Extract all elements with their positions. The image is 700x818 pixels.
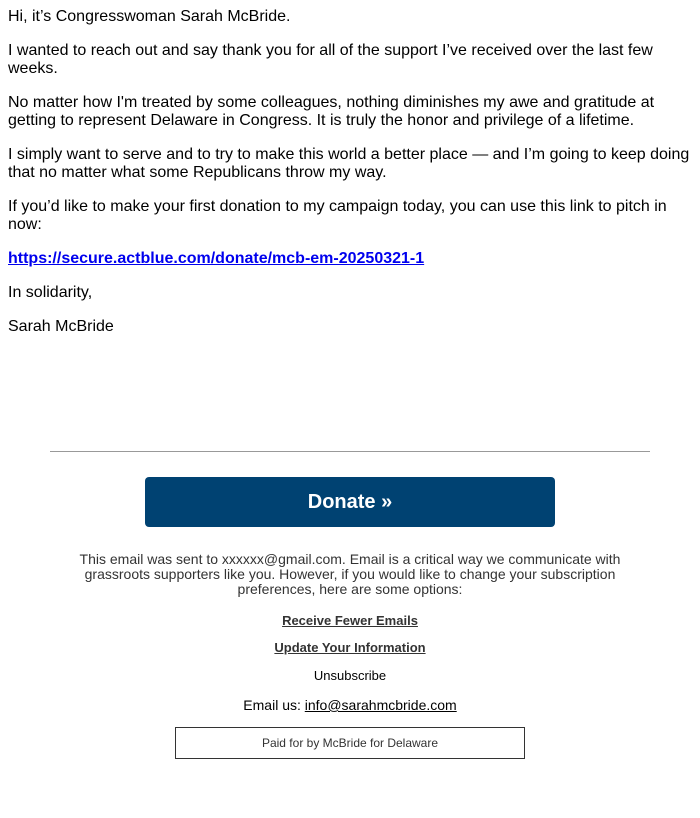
donate-button[interactable]: Donate » — [145, 477, 555, 527]
receive-fewer-emails-link[interactable]: Receive Fewer Emails — [282, 613, 418, 628]
signature: Sarah McBride — [8, 318, 114, 335]
contact-email-link[interactable]: info@sarahmcbride.com — [304, 697, 457, 713]
footer-disclaimer: This email was sent to xxxxxx@gmail.com. Email is a critical way we communicate with grassroots supporters like you. However, if you would like to change your subscription preferences, here are some options: — [79, 551, 621, 597]
email-us-line — [100, 697, 600, 713]
paragraph-serve: I simply want to serve and to try to make this world a better place — and I’m going to keep doing that no matter what some Republicans throw my way. — [8, 146, 690, 181]
greeting: Hi, it’s Congresswoman Sarah McBride. — [8, 8, 291, 25]
donate-link[interactable]: https://secure.actblue.com/donate/mcb-em-20250321-1 — [8, 250, 425, 267]
unsubscribe-link[interactable]: Unsubscribe — [313, 668, 387, 683]
divider — [50, 451, 650, 452]
paragraph-donate-ask: If you’d like to make your first donation to my campaign today, you can use this link to pitch in now: — [8, 198, 667, 233]
donate-link-paragraph — [8, 250, 692, 268]
paragraph-thanks: I wanted to reach out and say thank you for all of the support I’ve received over the last few weeks. — [8, 42, 653, 77]
paid-for-disclaimer: Paid for by McBride for Delaware — [175, 727, 525, 759]
closing: In solidarity, — [8, 284, 93, 301]
paragraph-gratitude: No matter how I'm treated by some colleagues, nothing diminishes my awe and gratitude at getting to represent Delaware in Congress. It is truly the honor and privilege of a lifetime. — [8, 94, 655, 129]
email-us-label: Email us: — [243, 697, 301, 713]
update-information-link[interactable]: Update Your Information — [274, 640, 426, 655]
email-body — [8, 8, 692, 352]
